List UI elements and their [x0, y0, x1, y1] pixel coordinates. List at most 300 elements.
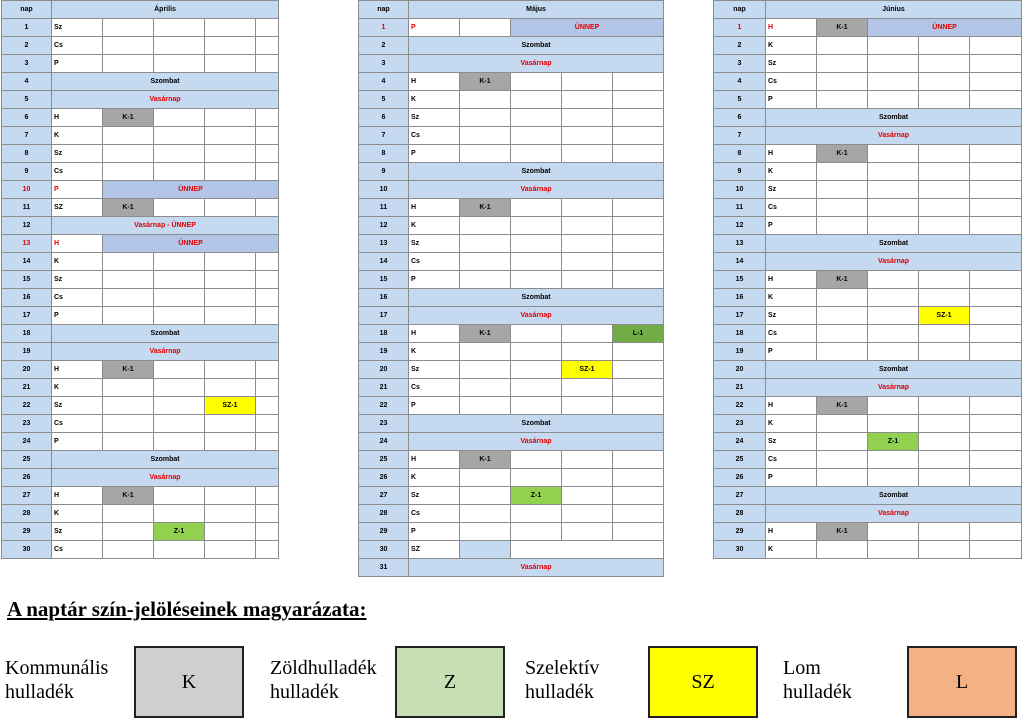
schedule-cell — [868, 541, 919, 559]
calendar-row — [2, 163, 279, 181]
day-number: 15 — [359, 271, 409, 289]
weekday-abbr: P — [766, 217, 817, 235]
pickup-mark: K-1 — [817, 523, 868, 541]
schedule-cell — [562, 199, 613, 217]
pickup-mark: K-1 — [460, 199, 511, 217]
calendar-row — [714, 253, 1022, 271]
schedule-cell — [511, 343, 562, 361]
schedule-cell — [613, 73, 664, 91]
day-number: 18 — [2, 325, 52, 343]
schedule-cell — [817, 289, 868, 307]
calendar-row — [714, 469, 1022, 487]
weekend-cell: Vasárnap — [766, 253, 1022, 271]
calendar-row — [714, 217, 1022, 235]
schedule-cell — [868, 289, 919, 307]
legend-label: Szelektív hulladék — [525, 657, 600, 703]
calendar-row — [359, 289, 664, 307]
schedule-cell — [460, 505, 511, 523]
weekday-abbr: Sz — [766, 55, 817, 73]
weekday-abbr: Cs — [766, 73, 817, 91]
schedule-cell — [817, 469, 868, 487]
weekend-cell: Vasárnap — [52, 343, 279, 361]
calendar-row — [359, 73, 664, 91]
calendar-row — [2, 109, 279, 127]
day-number: 5 — [2, 91, 52, 109]
schedule-cell — [460, 271, 511, 289]
schedule-cell — [154, 505, 205, 523]
calendar-may — [358, 0, 664, 577]
schedule-cell — [103, 163, 154, 181]
schedule-cell — [562, 73, 613, 91]
weekday-abbr: Cs — [52, 541, 103, 559]
day-number: 2 — [714, 37, 766, 55]
calendar-row — [359, 541, 664, 559]
schedule-cell — [562, 109, 613, 127]
schedule-cell — [919, 415, 970, 433]
schedule-cell — [919, 91, 970, 109]
schedule-cell — [613, 199, 664, 217]
day-number: 16 — [714, 289, 766, 307]
schedule-cell — [205, 199, 256, 217]
day-number: 21 — [2, 379, 52, 397]
month-name: Április — [52, 1, 279, 19]
calendar-row — [359, 433, 664, 451]
day-number: 28 — [359, 505, 409, 523]
schedule-cell — [970, 343, 1022, 361]
schedule-cell — [256, 199, 279, 217]
schedule-cell — [460, 109, 511, 127]
weekday-abbr: P — [52, 307, 103, 325]
day-number: 21 — [714, 379, 766, 397]
schedule-cell — [868, 181, 919, 199]
calendar-row — [714, 325, 1022, 343]
schedule-cell — [205, 127, 256, 145]
schedule-cell — [103, 523, 154, 541]
day-number: 12 — [359, 217, 409, 235]
schedule-cell — [868, 469, 919, 487]
day-number: 13 — [359, 235, 409, 253]
schedule-cell — [103, 127, 154, 145]
calendar-row — [714, 181, 1022, 199]
schedule-cell — [154, 379, 205, 397]
calendar-row — [359, 343, 664, 361]
day-number: 14 — [359, 253, 409, 271]
day-number: 4 — [714, 73, 766, 91]
day-number: 14 — [2, 253, 52, 271]
weekend-cell: Szombat — [766, 361, 1022, 379]
day-number: 30 — [359, 541, 409, 559]
calendar-row — [714, 19, 1022, 37]
holiday-cell: ÜNNEP — [868, 19, 1022, 37]
day-number: 25 — [2, 451, 52, 469]
schedule-cell — [205, 415, 256, 433]
schedule-cell — [460, 469, 511, 487]
legend-swatch-l: L — [907, 646, 1017, 718]
schedule-cell — [970, 433, 1022, 451]
schedule-cell — [511, 469, 562, 487]
schedule-cell — [562, 505, 613, 523]
weekday-abbr: Cs — [409, 253, 460, 271]
schedule-cell — [205, 271, 256, 289]
day-number: 18 — [714, 325, 766, 343]
calendar-row — [359, 127, 664, 145]
schedule-cell — [613, 109, 664, 127]
schedule-cell — [613, 487, 664, 505]
schedule-cell — [919, 523, 970, 541]
weekend-cell: Szombat — [766, 487, 1022, 505]
schedule-cell — [256, 109, 279, 127]
schedule-cell — [613, 235, 664, 253]
schedule-cell — [562, 235, 613, 253]
calendar-row — [2, 307, 279, 325]
schedule-cell — [103, 379, 154, 397]
weekend-cell: Szombat — [766, 235, 1022, 253]
day-number: 16 — [359, 289, 409, 307]
schedule-cell — [868, 271, 919, 289]
calendar-row — [714, 109, 1022, 127]
calendar-row — [2, 145, 279, 163]
day-number: 5 — [359, 91, 409, 109]
schedule-cell — [868, 523, 919, 541]
schedule-cell — [868, 199, 919, 217]
calendar-row — [714, 415, 1022, 433]
legend-item-szelektiv — [525, 646, 750, 716]
pickup-mark: K-1 — [460, 73, 511, 91]
calendar-row — [359, 109, 664, 127]
day-number: 31 — [359, 559, 409, 577]
schedule-cell — [154, 199, 205, 217]
calendar-row — [2, 433, 279, 451]
schedule-cell — [205, 19, 256, 37]
weekend-cell: Szombat — [409, 37, 664, 55]
day-number: 6 — [714, 109, 766, 127]
calendar-row — [714, 541, 1022, 559]
schedule-cell — [511, 109, 562, 127]
schedule-cell — [256, 271, 279, 289]
schedule-cell — [154, 541, 205, 559]
schedule-cell — [154, 361, 205, 379]
schedule-cell — [868, 55, 919, 73]
day-number: 11 — [714, 199, 766, 217]
schedule-cell — [562, 451, 613, 469]
schedule-cell — [970, 181, 1022, 199]
weekday-abbr: K — [52, 127, 103, 145]
nap-header: nap — [714, 1, 766, 19]
schedule-cell — [205, 37, 256, 55]
nap-header: nap — [2, 1, 52, 19]
calendar-row — [714, 235, 1022, 253]
schedule-cell — [460, 379, 511, 397]
calendar-row — [714, 451, 1022, 469]
schedule-cell — [154, 163, 205, 181]
schedule-cell — [205, 253, 256, 271]
schedule-cell — [817, 181, 868, 199]
schedule-cell — [562, 523, 613, 541]
weekday-abbr: Cs — [766, 199, 817, 217]
schedule-cell — [154, 109, 205, 127]
weekday-abbr: K — [52, 379, 103, 397]
calendar-row — [359, 199, 664, 217]
pickup-mark: K-1 — [103, 109, 154, 127]
pickup-mark: K-1 — [103, 487, 154, 505]
schedule-cell — [460, 253, 511, 271]
calendar-row — [714, 163, 1022, 181]
day-number: 6 — [359, 109, 409, 127]
day-number: 7 — [359, 127, 409, 145]
schedule-cell — [154, 271, 205, 289]
weekday-abbr: K — [766, 541, 817, 559]
schedule-cell — [460, 397, 511, 415]
schedule-cell — [511, 217, 562, 235]
weekday-abbr: P — [409, 145, 460, 163]
day-number: 30 — [2, 541, 52, 559]
weekday-abbr: K — [52, 253, 103, 271]
day-number: 22 — [714, 397, 766, 415]
schedule-cell — [970, 541, 1022, 559]
calendar-row — [2, 541, 279, 559]
schedule-cell — [613, 253, 664, 271]
schedule-cell — [511, 127, 562, 145]
day-number: 18 — [359, 325, 409, 343]
schedule-cell — [205, 289, 256, 307]
day-number: 8 — [359, 145, 409, 163]
schedule-cell — [919, 217, 970, 235]
schedule-cell — [256, 19, 279, 37]
day-number: 28 — [714, 505, 766, 523]
weekday-abbr: P — [766, 469, 817, 487]
schedule-cell — [256, 487, 279, 505]
day-number: 8 — [2, 145, 52, 163]
day-number: 4 — [359, 73, 409, 91]
day-number: 15 — [714, 271, 766, 289]
weekday-abbr: P — [409, 397, 460, 415]
schedule-cell — [970, 469, 1022, 487]
calendar-row — [714, 37, 1022, 55]
schedule-cell — [256, 433, 279, 451]
calendar-row — [2, 199, 279, 217]
weekday-abbr: H — [52, 109, 103, 127]
legend-swatch-sz: SZ — [648, 646, 758, 718]
day-number: 19 — [714, 343, 766, 361]
weekday-abbr: P — [766, 343, 817, 361]
schedule-cell — [103, 505, 154, 523]
day-number: 11 — [2, 199, 52, 217]
calendar-row — [359, 325, 664, 343]
weekday-abbr: Sz — [409, 109, 460, 127]
schedule-cell — [868, 451, 919, 469]
legend-label: Zöldhulladék hulladék — [270, 657, 377, 703]
legend-item-lom — [783, 646, 1013, 716]
schedule-cell — [511, 541, 664, 559]
day-number: 10 — [714, 181, 766, 199]
day-number: 20 — [2, 361, 52, 379]
day-number: 17 — [359, 307, 409, 325]
day-number: 30 — [714, 541, 766, 559]
schedule-cell — [460, 145, 511, 163]
day-number: 7 — [714, 127, 766, 145]
day-number: 3 — [2, 55, 52, 73]
calendar-row — [714, 73, 1022, 91]
calendar-header-row — [714, 1, 1022, 19]
calendar-row — [714, 91, 1022, 109]
day-number: 20 — [714, 361, 766, 379]
schedule-cell — [256, 145, 279, 163]
schedule-cell — [817, 217, 868, 235]
day-number: 15 — [2, 271, 52, 289]
weekend-cell: Vasárnap — [409, 433, 664, 451]
calendar-row — [359, 145, 664, 163]
day-number: 12 — [2, 217, 52, 235]
pickup-mark: K-1 — [460, 451, 511, 469]
day-number: 13 — [714, 235, 766, 253]
weekday-abbr: K — [52, 505, 103, 523]
weekday-abbr: K — [766, 37, 817, 55]
weekend-cell: Szombat — [52, 73, 279, 91]
weekday-abbr: Cs — [52, 415, 103, 433]
calendar-row — [2, 37, 279, 55]
day-number: 17 — [2, 307, 52, 325]
day-number: 11 — [359, 199, 409, 217]
day-number: 25 — [359, 451, 409, 469]
schedule-cell — [817, 343, 868, 361]
weekday-abbr: H — [52, 487, 103, 505]
weekday-abbr: K — [409, 343, 460, 361]
schedule-cell — [562, 379, 613, 397]
calendar-row — [714, 271, 1022, 289]
pickup-mark: SZ-1 — [562, 361, 613, 379]
schedule-cell — [511, 361, 562, 379]
calendar-row — [2, 469, 279, 487]
schedule-cell — [460, 523, 511, 541]
calendar-row — [359, 559, 664, 577]
schedule-cell — [154, 19, 205, 37]
legend-title: A naptár szín-jelöléseinek magyarázata: — [7, 597, 367, 621]
day-number: 9 — [2, 163, 52, 181]
calendar-row — [359, 55, 664, 73]
schedule-cell — [256, 253, 279, 271]
day-number: 17 — [714, 307, 766, 325]
schedule-cell — [154, 37, 205, 55]
calendar-row — [714, 433, 1022, 451]
schedule-cell — [868, 415, 919, 433]
schedule-cell — [511, 397, 562, 415]
schedule-cell — [613, 271, 664, 289]
day-number: 29 — [714, 523, 766, 541]
calendar-row — [359, 163, 664, 181]
calendar-row — [359, 217, 664, 235]
schedule-cell — [817, 307, 868, 325]
weekday-abbr: Cs — [409, 379, 460, 397]
weekday-abbr: Sz — [52, 397, 103, 415]
day-number: 19 — [2, 343, 52, 361]
calendar-row — [359, 397, 664, 415]
schedule-cell — [511, 271, 562, 289]
day-number: 27 — [2, 487, 52, 505]
weekday-abbr: P — [52, 181, 103, 199]
calendar-row — [359, 487, 664, 505]
schedule-cell — [460, 343, 511, 361]
weekday-abbr: Sz — [409, 235, 460, 253]
schedule-cell — [919, 289, 970, 307]
schedule-cell — [460, 19, 511, 37]
day-number: 12 — [714, 217, 766, 235]
weekday-abbr: P — [52, 55, 103, 73]
weekend-cell: Vasárnap — [409, 307, 664, 325]
schedule-cell — [205, 433, 256, 451]
calendar-row — [359, 523, 664, 541]
calendar-row — [359, 415, 664, 433]
schedule-cell — [103, 55, 154, 73]
schedule-cell — [103, 541, 154, 559]
schedule-cell — [613, 91, 664, 109]
holiday-cell: ÜNNEP — [103, 235, 279, 253]
schedule-cell — [817, 451, 868, 469]
schedule-cell — [919, 343, 970, 361]
weekday-abbr: Sz — [766, 433, 817, 451]
pickup-mark: K-1 — [817, 19, 868, 37]
weekday-abbr: Sz — [409, 361, 460, 379]
day-number: 24 — [359, 433, 409, 451]
calendar-row — [359, 181, 664, 199]
schedule-cell — [205, 523, 256, 541]
schedule-cell — [970, 325, 1022, 343]
calendar-row — [714, 145, 1022, 163]
schedule-cell — [919, 397, 970, 415]
schedule-cell — [460, 487, 511, 505]
calendar-row — [2, 253, 279, 271]
schedule-cell — [919, 199, 970, 217]
weekday-abbr: H — [409, 325, 460, 343]
weekday-abbr: Cs — [52, 37, 103, 55]
day-number: 27 — [359, 487, 409, 505]
schedule-cell — [868, 91, 919, 109]
schedule-cell — [613, 379, 664, 397]
schedule-cell — [154, 433, 205, 451]
schedule-cell — [562, 217, 613, 235]
schedule-cell — [511, 145, 562, 163]
schedule-cell — [562, 253, 613, 271]
schedule-cell — [205, 379, 256, 397]
schedule-cell — [154, 415, 205, 433]
schedule-cell — [868, 145, 919, 163]
schedule-cell — [511, 505, 562, 523]
schedule-cell — [919, 37, 970, 55]
schedule-cell — [817, 325, 868, 343]
calendar-row — [2, 325, 279, 343]
day-number: 24 — [714, 433, 766, 451]
schedule-cell — [154, 289, 205, 307]
calendar-row — [714, 307, 1022, 325]
schedule-cell — [970, 37, 1022, 55]
pickup-mark: Z-1 — [154, 523, 205, 541]
day-number: 14 — [714, 253, 766, 271]
legend-swatch-k: K — [134, 646, 244, 718]
day-number: 26 — [2, 469, 52, 487]
schedule-cell — [103, 253, 154, 271]
day-number: 21 — [359, 379, 409, 397]
day-number: 1 — [2, 19, 52, 37]
schedule-cell — [562, 469, 613, 487]
schedule-cell — [103, 19, 154, 37]
calendar-row — [2, 73, 279, 91]
weekday-abbr: P — [409, 271, 460, 289]
schedule-cell — [970, 145, 1022, 163]
schedule-cell — [970, 91, 1022, 109]
schedule-cell — [613, 505, 664, 523]
schedule-cell — [511, 73, 562, 91]
weekday-abbr: Cs — [52, 163, 103, 181]
day-number: 20 — [359, 361, 409, 379]
